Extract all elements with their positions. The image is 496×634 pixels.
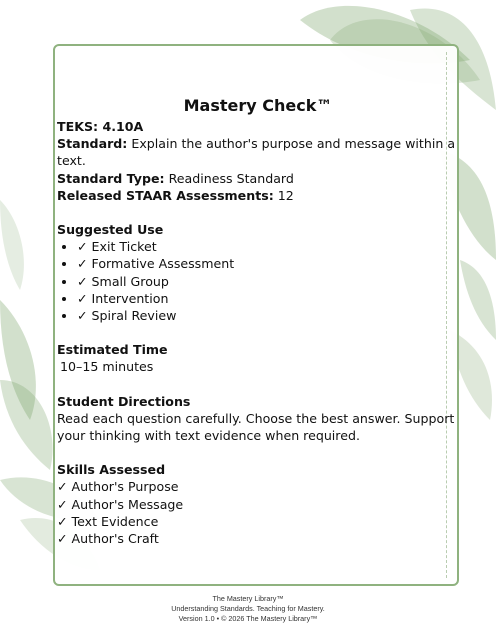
standard-line xyxy=(57,135,457,169)
suggested-use-list xyxy=(57,238,457,324)
footer-brand: The Mastery Library™ xyxy=(212,594,284,603)
student-directions-heading: Student Directions xyxy=(57,393,191,409)
standard-type-text: Readiness Standard xyxy=(168,170,294,186)
list-item: • ✓ Intervention xyxy=(77,290,457,307)
list-item: • ✓ Formative Assessment xyxy=(77,255,457,272)
page-title: Mastery Check™ xyxy=(183,96,333,115)
standard-type-label: Standard Type: xyxy=(57,170,165,186)
page-content xyxy=(57,96,457,547)
list-item: • ✓ Spiral Review xyxy=(77,307,457,324)
teks-code: TEKS: 4.10A xyxy=(57,119,144,134)
released-label: Released STAAR Assessments: xyxy=(57,187,274,203)
standard-type-line xyxy=(57,170,457,187)
released-line xyxy=(57,187,457,204)
skill-item: ✓ Text Evidence xyxy=(57,513,159,529)
skill-item: ✓ Author's Craft xyxy=(57,531,159,547)
skills-heading: Skills Assessed xyxy=(57,462,166,478)
footer-version: Version 1.0 • © 2026 The Mastery Library™ xyxy=(178,614,318,623)
estimated-time-heading: Estimated Time xyxy=(57,342,168,358)
page-footer xyxy=(0,594,496,624)
standard-label: Standard: xyxy=(57,136,128,152)
list-item: • ✓ Exit Ticket xyxy=(77,238,457,255)
list-item: • ✓ Small Group xyxy=(77,273,457,290)
skill-item: ✓ Author's Message xyxy=(57,496,184,512)
footer-tagline: Understanding Standards. Teaching for Mastery. xyxy=(171,604,325,613)
standard-text: Explain the author's purpose and message within a text. xyxy=(57,136,456,169)
suggested-use-heading: Suggested Use xyxy=(57,222,164,238)
student-directions-text: Read each question carefully. Choose the best answer. Support your thinking with text evidence when required. xyxy=(57,410,455,444)
released-count: 12 xyxy=(277,187,294,203)
estimated-time-value: 10–15 minutes xyxy=(60,359,154,375)
skill-item: ✓ Author's Purpose xyxy=(57,479,179,495)
